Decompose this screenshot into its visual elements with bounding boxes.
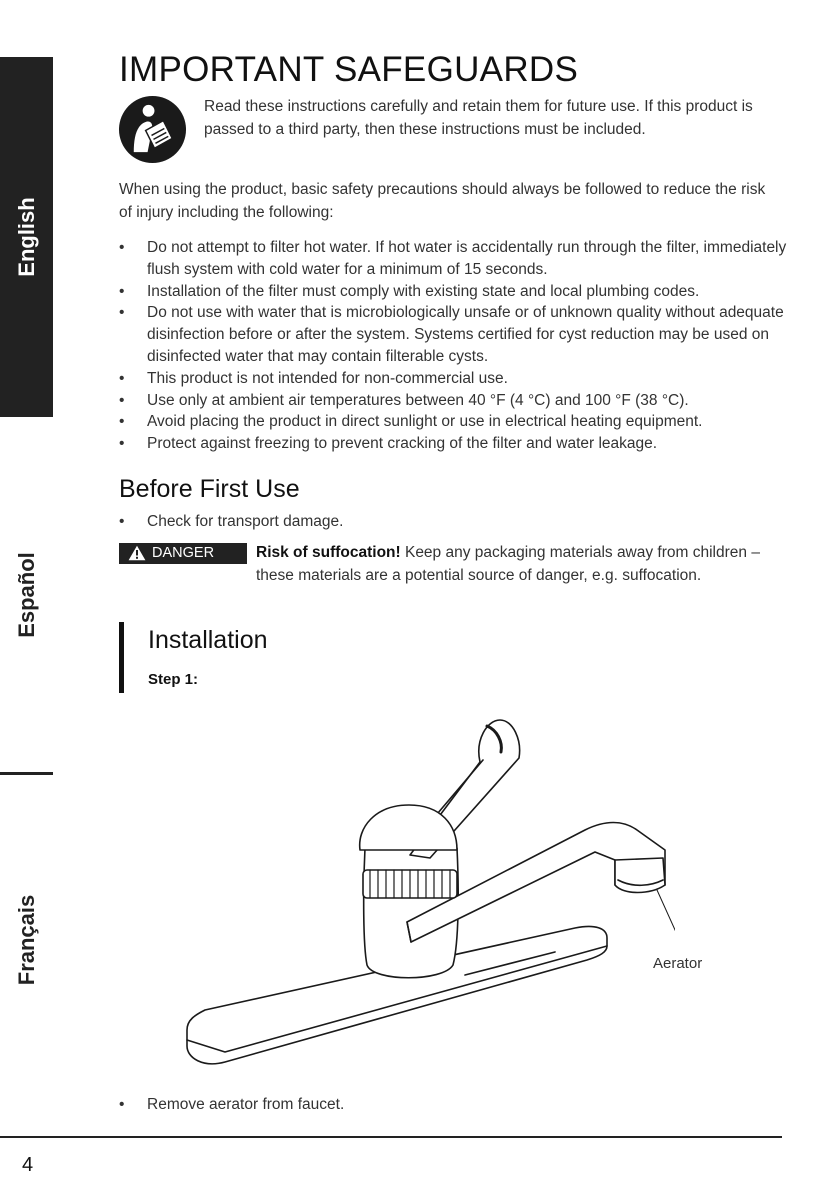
intro-text: Read these instructions carefully and retain them for future use. If this product is passed to a third party, then these instructions must be included. bbox=[204, 98, 753, 138]
installation-heading: Installation bbox=[148, 626, 268, 654]
section-marker-bar bbox=[119, 622, 124, 693]
danger-label: DANGER bbox=[152, 545, 215, 561]
tab-divider bbox=[0, 772, 53, 775]
list-item: • Avoid placing the product in direct sunlight or use in electrical heating equipment. bbox=[119, 411, 789, 433]
tab-francais-label: Français bbox=[13, 894, 39, 986]
before-first-use-heading: Before First Use bbox=[119, 475, 300, 503]
page-title: IMPORTANT SAFEGUARDS bbox=[119, 50, 579, 89]
danger-title: Risk of suffocation! bbox=[256, 544, 401, 561]
faucet-illustration bbox=[175, 690, 675, 1075]
list-item: • Installation of the filter must comply with existing state and local plumbing codes. bbox=[119, 281, 789, 303]
list-item: • Do not attempt to filter hot water. If hot water is accidentally run through the filter, immediately flush system with cold water for a minimum of 15 seconds. bbox=[119, 237, 789, 281]
danger-body: Keep any packaging materials away from children – these materials are a potential source of danger, e.g. suffocation. bbox=[256, 544, 760, 584]
footer-divider bbox=[0, 1136, 782, 1138]
safeguards-list bbox=[119, 237, 789, 455]
list-item: • This product is not intended for non-commercial use. bbox=[119, 368, 789, 390]
tab-english-label: English bbox=[13, 197, 39, 277]
list-item: • Do not use with water that is microbiologically unsafe or of unknown quality without adequate disinfection before or after the system. Systems certified for cyst reduction may be used on disinfected water that may contain filterable cysts. bbox=[119, 302, 789, 367]
danger-message bbox=[256, 542, 776, 587]
list-item: • Use only at ambient air temperatures between 40 °F (4 °C) and 100 °F (38 °C). bbox=[119, 390, 789, 412]
tab-espanol-label: Español bbox=[13, 552, 39, 638]
tab-espanol[interactable] bbox=[0, 470, 53, 720]
before-first-use-list bbox=[119, 511, 789, 533]
warning-icon bbox=[128, 545, 146, 561]
list-item: • Protect against freezing to prevent cracking of the filter and water leakage. bbox=[119, 433, 789, 455]
list-item: • Check for transport damage. bbox=[119, 511, 789, 533]
tab-francais[interactable] bbox=[0, 860, 53, 1020]
installation-list bbox=[119, 1094, 789, 1116]
tab-english[interactable] bbox=[0, 57, 53, 417]
danger-badge bbox=[119, 543, 247, 564]
step-label: Step 1: bbox=[148, 671, 199, 688]
safety-lead-text: When using the product, basic safety precautions should always be followed to reduce the risk of injury including the following: bbox=[119, 181, 766, 221]
aerator-callout-label: Aerator bbox=[653, 955, 703, 972]
page-number: 4 bbox=[22, 1154, 34, 1176]
list-item: • Remove aerator from faucet. bbox=[119, 1094, 789, 1116]
read-manual-icon bbox=[118, 95, 187, 164]
